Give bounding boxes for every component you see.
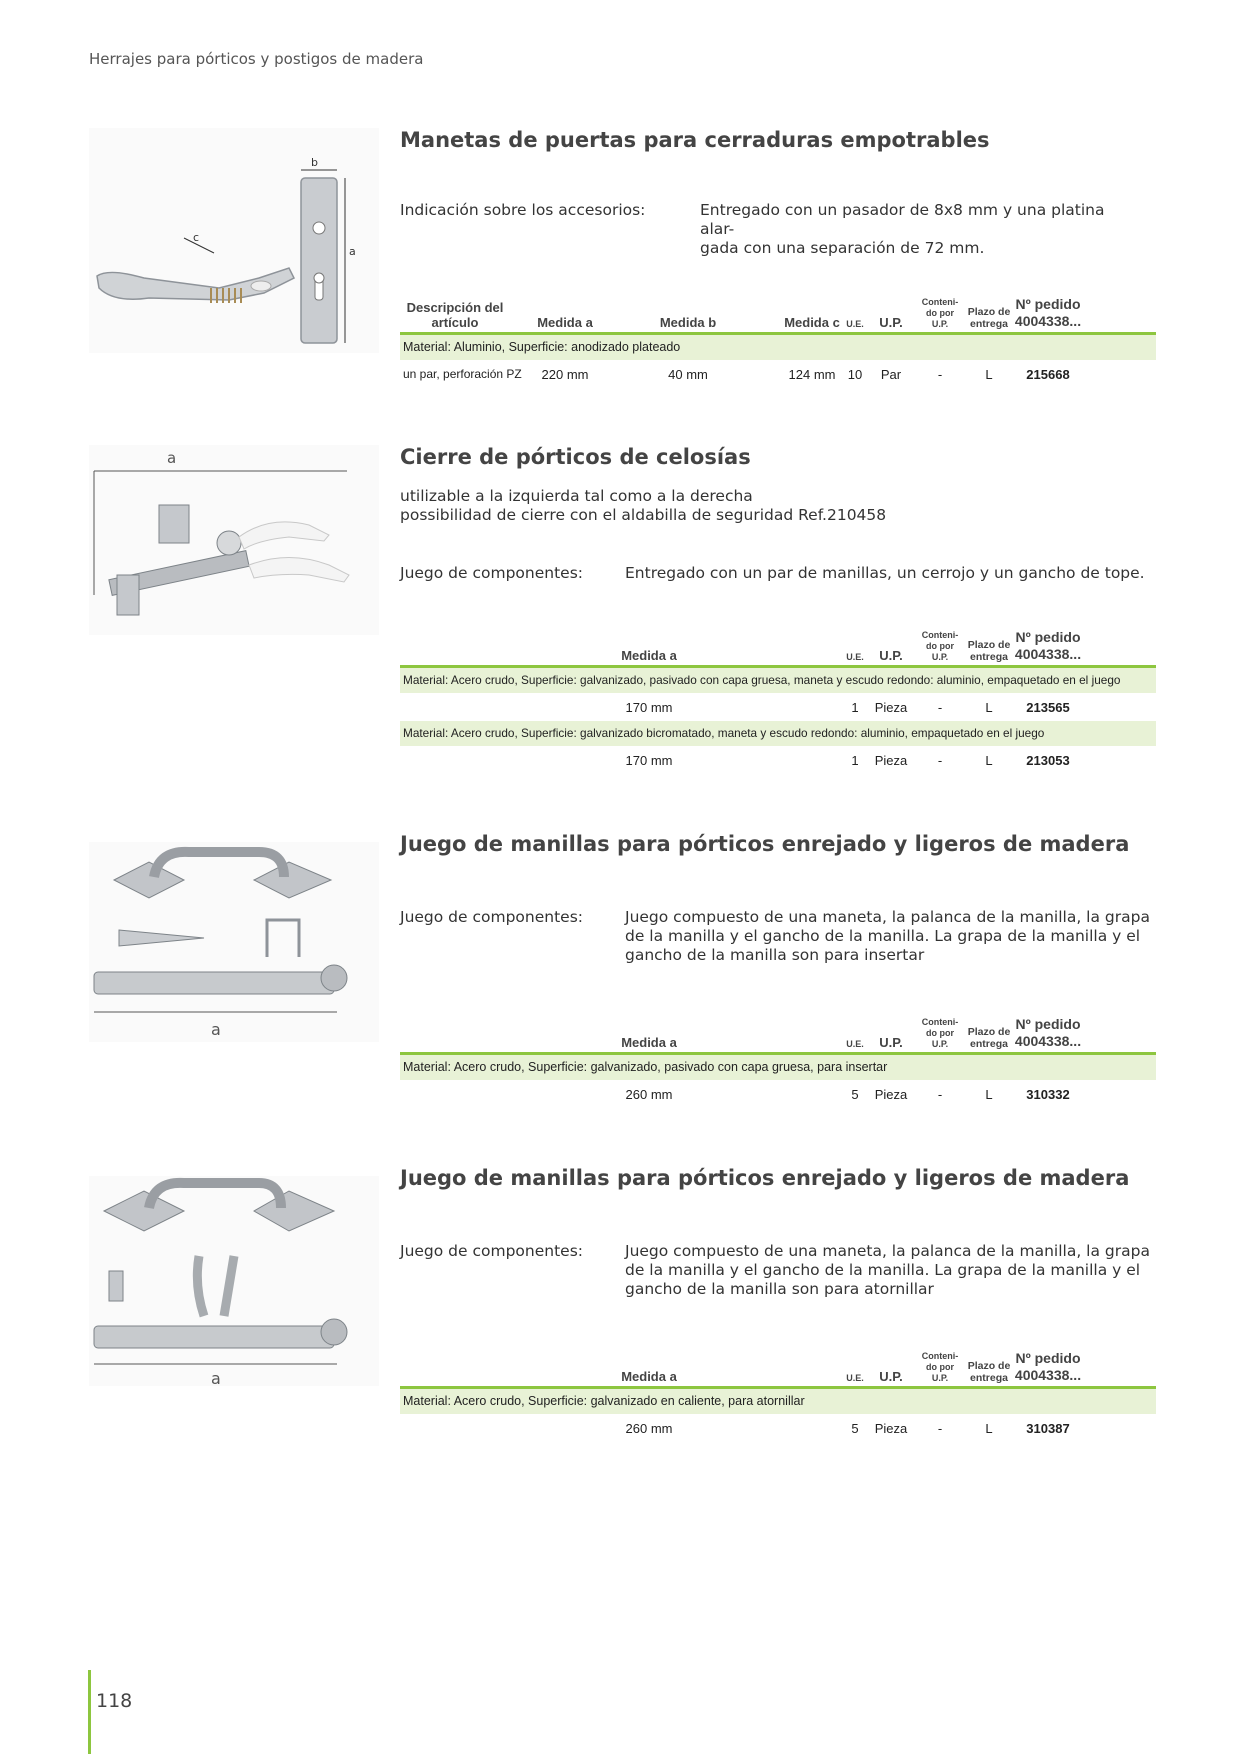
cell-contenido: - [937,753,943,768]
column-header-up: U.P. [879,315,903,330]
cell-pedido: 213565 [1026,700,1070,715]
column-header-plazo: Plazo de entrega [967,1360,1011,1384]
components-label: Juego de componentes: [400,564,584,582]
product-table [400,286,1156,388]
section-title: Cierre de pórticos de celosías [400,445,751,469]
cell-plazo: L [985,367,993,382]
cell-up: Pieza [874,1087,908,1102]
cell-plazo: L [985,1421,993,1436]
table-row [400,1080,1156,1108]
dimension-b-label: b [311,156,318,169]
cell-description: un par, perforación PZ [403,367,522,381]
cell-plazo: L [985,700,993,715]
table-row [400,360,1156,388]
table-row [400,746,1156,774]
product-section-handle-set-insert [89,832,1159,1112]
table-row [400,1414,1156,1442]
table-header [400,286,1156,335]
running-header: Herrajes para pórticos y postigos de madera [89,50,424,68]
product-table [400,1006,1156,1108]
product-image-door-handles [89,128,379,353]
column-header-medida-a: Medida a [621,1369,677,1384]
table-header [400,1340,1156,1389]
section-title: Juego de manillas para pórticos enrejado y ligeros de madera [400,1166,1130,1190]
cell-ue: 10 [847,367,863,382]
dimension-a-label: a [167,449,177,467]
product-image-handle-set-screw [89,1176,379,1386]
product-image-lattice-gate-lock [89,445,379,635]
dimension-a-label: a [211,1020,221,1039]
cell-pedido: 215668 [1026,367,1070,382]
product-section-lattice-gate-lock [89,445,1159,780]
column-header-medida-a: Medida a [537,315,593,330]
cell-contenido: - [937,700,943,715]
components-label: Juego de componentes: [400,908,584,926]
table-header [400,619,1156,668]
product-image-handle-set-insert [89,842,379,1042]
section-title: Juego de manillas para pórticos enrejado y ligeros de madera [400,832,1130,856]
cell-medida-a: 170 mm [625,700,673,715]
components-value: Juego compuesto de una maneta, la palanca de la manilla, la grapa de la manilla y el gancho de la manilla. La grapa de la manilla y el gancho de la manilla son para insertar [625,908,1150,964]
cell-pedido: 310387 [1026,1421,1070,1436]
cell-medida-c: 124 mm [788,367,836,382]
column-header-plazo: Plazo de entrega [967,639,1011,663]
dimension-a-label: a [349,245,356,258]
column-header-pedido: Nº pedido 4004338... [1014,629,1082,662]
accessory-note-value: Entregado con un pasador de 8x8 mm y una platina alar- gada con una separación de 72 mm. [700,201,1105,257]
cell-medida-b: 40 mm [668,367,708,382]
cell-medida-a: 170 mm [625,753,673,768]
material-row: Material: Acero crudo, Superficie: galvanizado bicromatado, maneta y escudo redondo: aluminio, empaquetado en el juego [400,721,1156,746]
column-header-ue: U.E. [846,1039,864,1049]
product-section-door-handles [89,128,1159,388]
product-table [400,1340,1156,1442]
cell-plazo: L [985,753,993,768]
column-header-pedido: Nº pedido 4004338... [1014,1350,1082,1383]
section-description: utilizable a la izquierda tal como a la derecha possibilidad de cierre con el aldabilla de seguridad Ref.210458 [400,487,887,524]
column-header-up: U.P. [879,648,903,663]
material-row: Material: Acero crudo, Superficie: galvanizado en caliente, para atornillar [400,1389,1156,1414]
cell-contenido: - [937,1421,943,1436]
column-header-pedido: Nº pedido 4004338... [1014,296,1082,329]
components-value: Juego compuesto de una maneta, la palanca de la manilla, la grapa de la manilla y el gancho de la manilla. La grapa de la manilla y el gancho de la manilla son para atornillar [625,1242,1150,1298]
material-row: Material: Aluminio, Superficie: anodizado plateado [400,335,1156,360]
cell-up: Par [880,367,902,382]
table-header [400,1006,1156,1055]
accessory-note-label: Indicación sobre los accesorios: [400,201,646,219]
column-header-ue: U.E. [846,1373,864,1383]
cell-medida-a: 260 mm [625,1421,673,1436]
product-table [400,619,1156,774]
cell-plazo: L [985,1087,993,1102]
column-header-ue: U.E. [846,319,864,329]
column-header-medida-b: Medida b [659,315,717,330]
column-header-up: U.P. [879,1035,903,1050]
material-row: Material: Acero crudo, Superficie: galvanizado, pasivado con capa gruesa, para insertar [400,1055,1156,1080]
column-header-contenido: Conteni- do por U.P. [921,1351,959,1383]
cell-contenido: - [937,1087,943,1102]
page-number: 118 [96,1690,133,1712]
cell-medida-a: 220 mm [541,367,589,382]
column-header-ue: U.E. [846,652,864,662]
table-row [400,693,1156,721]
cell-up: Pieza [874,753,908,768]
section-title: Manetas de puertas para cerraduras empotrables [400,128,990,152]
material-row: Material: Acero crudo, Superficie: galvanizado, pasivado con capa gruesa, maneta y escudo redondo: aluminio, empaquetado en el juego [400,668,1156,693]
cell-ue: 5 [851,1421,859,1436]
cell-ue: 5 [851,1087,859,1102]
dimension-c-label: c [193,231,200,244]
cell-ue: 1 [851,700,859,715]
cell-ue: 1 [851,753,859,768]
cell-contenido: - [937,367,943,382]
column-header-contenido: Conteni- do por U.P. [921,297,959,329]
cell-pedido: 213053 [1026,753,1070,768]
column-header-contenido: Conteni- do por U.P. [921,1017,959,1049]
footer-accent-bar [88,1670,91,1754]
components-label: Juego de componentes: [400,1242,584,1260]
column-header-plazo: Plazo de entrega [967,306,1011,330]
cell-medida-a: 260 mm [625,1087,673,1102]
column-header-medida-c: Medida c [784,315,840,330]
product-section-handle-set-screw [89,1166,1159,1446]
cell-up: Pieza [874,1421,908,1436]
column-header-plazo: Plazo de entrega [967,1026,1011,1050]
column-header-pedido: Nº pedido 4004338... [1014,1016,1082,1049]
cell-pedido: 310332 [1026,1087,1070,1102]
cell-up: Pieza [874,700,908,715]
dimension-a-label: a [211,1369,221,1386]
components-value: Entregado con un par de manillas, un cerrojo y un gancho de tope. [625,564,1145,582]
column-header-medida-a: Medida a [621,648,677,663]
column-header-description: Descripción del artículo [406,300,504,330]
column-header-up: U.P. [879,1369,903,1384]
column-header-medida-a: Medida a [621,1035,677,1050]
column-header-contenido: Conteni- do por U.P. [921,630,959,662]
